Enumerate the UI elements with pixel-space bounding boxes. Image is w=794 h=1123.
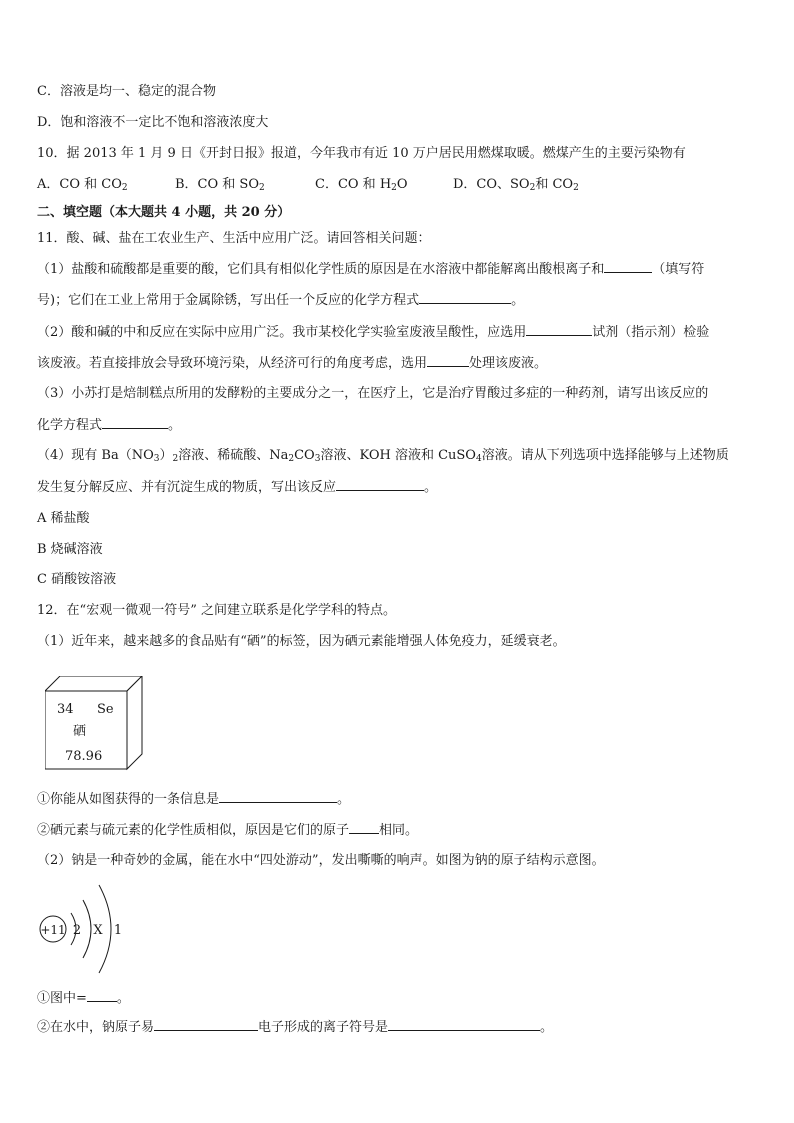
answer-blank[interactable]	[427, 354, 469, 367]
shell-1-count: 2	[72, 923, 82, 938]
card-top-face	[45, 676, 142, 691]
q11-option-b: B 烧碱溶液	[37, 542, 103, 557]
atomic-mass: 78.96	[65, 749, 103, 764]
q11-stem: 11．酸、碱、盐在工农业生产、生活中应用广泛。请回答相关问题：	[37, 231, 431, 246]
q10-option-a: A．CO 和 $CO_2$	[37, 177, 128, 193]
q11-option-c: C 硝酸铵溶液	[37, 572, 117, 587]
q12-q2: ②硒元素与硫元素的化学性质相似，原因是它们的原子 相同。	[37, 823, 419, 838]
section-heading: 二、填空题（本大题共 4 小题，共 20 分）	[37, 205, 291, 220]
q10-stem: 10．据 2013 年 1 月 9 日《开封日报》报道，今年我市有近 10 万户居民用燃煤取暖。燃煤产生的主要污染物有	[37, 146, 686, 161]
element-symbol: Se	[97, 702, 114, 717]
q11-part4-line2: 发生复分解反应、并有沉淀生成的物质，写出该反应 。	[37, 480, 438, 495]
shell-2-count: X	[93, 923, 103, 938]
shell-3-count: 1	[113, 923, 123, 938]
q9-option-d: D．饱和溶液不一定比不饱和溶液浓度大	[37, 115, 269, 130]
q9-option-c: C．溶液是均一、稳定的混合物	[37, 84, 216, 99]
q12-stem: 12．在“宏观一微观一符号” 之间建立联系是化学学科的特点。	[37, 603, 396, 618]
answer-blank[interactable]	[604, 260, 652, 273]
q10-option-b: B．CO 和 $SO_2$	[175, 177, 265, 193]
answer-blank[interactable]	[526, 323, 592, 336]
answer-blank[interactable]	[349, 821, 379, 834]
atomic-number: 34	[57, 702, 74, 717]
answer-blank[interactable]	[154, 1018, 258, 1031]
q12-q3: ①图中= 。	[37, 991, 130, 1006]
q11-part1-line1: （1）盐酸和硫酸都是重要的酸，它们具有相似化学性质的原因是在水溶液中都能解离出酸根离子和 （填写符	[37, 262, 705, 277]
answer-blank[interactable]	[388, 1018, 540, 1031]
q11-part3-line2: 化学方程式 。	[37, 418, 182, 433]
nucleus-charge: +11	[40, 923, 66, 937]
q12-q1: ①你能从如图获得的一条信息是 。	[37, 792, 351, 807]
q10-option-d: D．CO、$SO_2$和 $CO_2$	[453, 177, 579, 193]
answer-blank[interactable]	[219, 790, 337, 803]
q12-q4: ②在水中，钠原子易 电子形成的离子符号是 。	[37, 1020, 554, 1035]
q11-part2-line2: 该废液。若直接排放会导致环境污染，从经济可行的角度考虑，选用 处理该废液。	[37, 356, 548, 371]
q11-part1-line2: 号)；它们在工业上常用于金属除锈，写出任一个反应的化学方程式 。	[37, 293, 525, 308]
electron-shell-2	[83, 900, 91, 958]
q11-option-a: A 稀盐酸	[37, 511, 90, 526]
q11-part4-line1: （4）现有 $Ba(NO_3)_2$溶液、稀硫酸、$Na_2CO_3$溶液、KOH 溶液和 CuSO$_4$溶液。请从下列选项中选择能够与上述物质	[37, 448, 729, 464]
q11-part3-line1: （3）小苏打是焙制糕点所用的发酵粉的主要成分之一，在医疗上，它是治疗胃酸过多症的一种药剂，请写出该反应的	[37, 386, 709, 401]
q10-options	[37, 176, 579, 194]
q12-part2: （2）钠是一种奇妙的金属，能在水中“四处游动”，发出嘶嘶的响声。如图为钠的原子结构示意图。	[37, 853, 605, 868]
element-name: 硒	[73, 724, 87, 739]
selenium-element-card	[45, 676, 149, 776]
answer-blank[interactable]	[102, 416, 168, 429]
q12-part1: （1）近年来，越来越多的食品贴有“硒”的标签，因为硒元素能增强人体免疫力，延缓衰老。	[37, 634, 566, 649]
card-side-face	[127, 676, 142, 769]
q10-option-c: C．CO 和 $H_2O$	[315, 177, 408, 193]
answer-blank[interactable]	[419, 291, 511, 304]
answer-blank[interactable]	[336, 478, 424, 491]
answer-blank[interactable]	[87, 989, 117, 1002]
sodium-atom-diagram	[37, 880, 137, 980]
q11-part2-line1: （2）酸和碱的中和反应在实际中应用广泛。我市某校化学实验室废液呈酸性，应选用 试剂（指示剂）检验	[37, 325, 710, 340]
